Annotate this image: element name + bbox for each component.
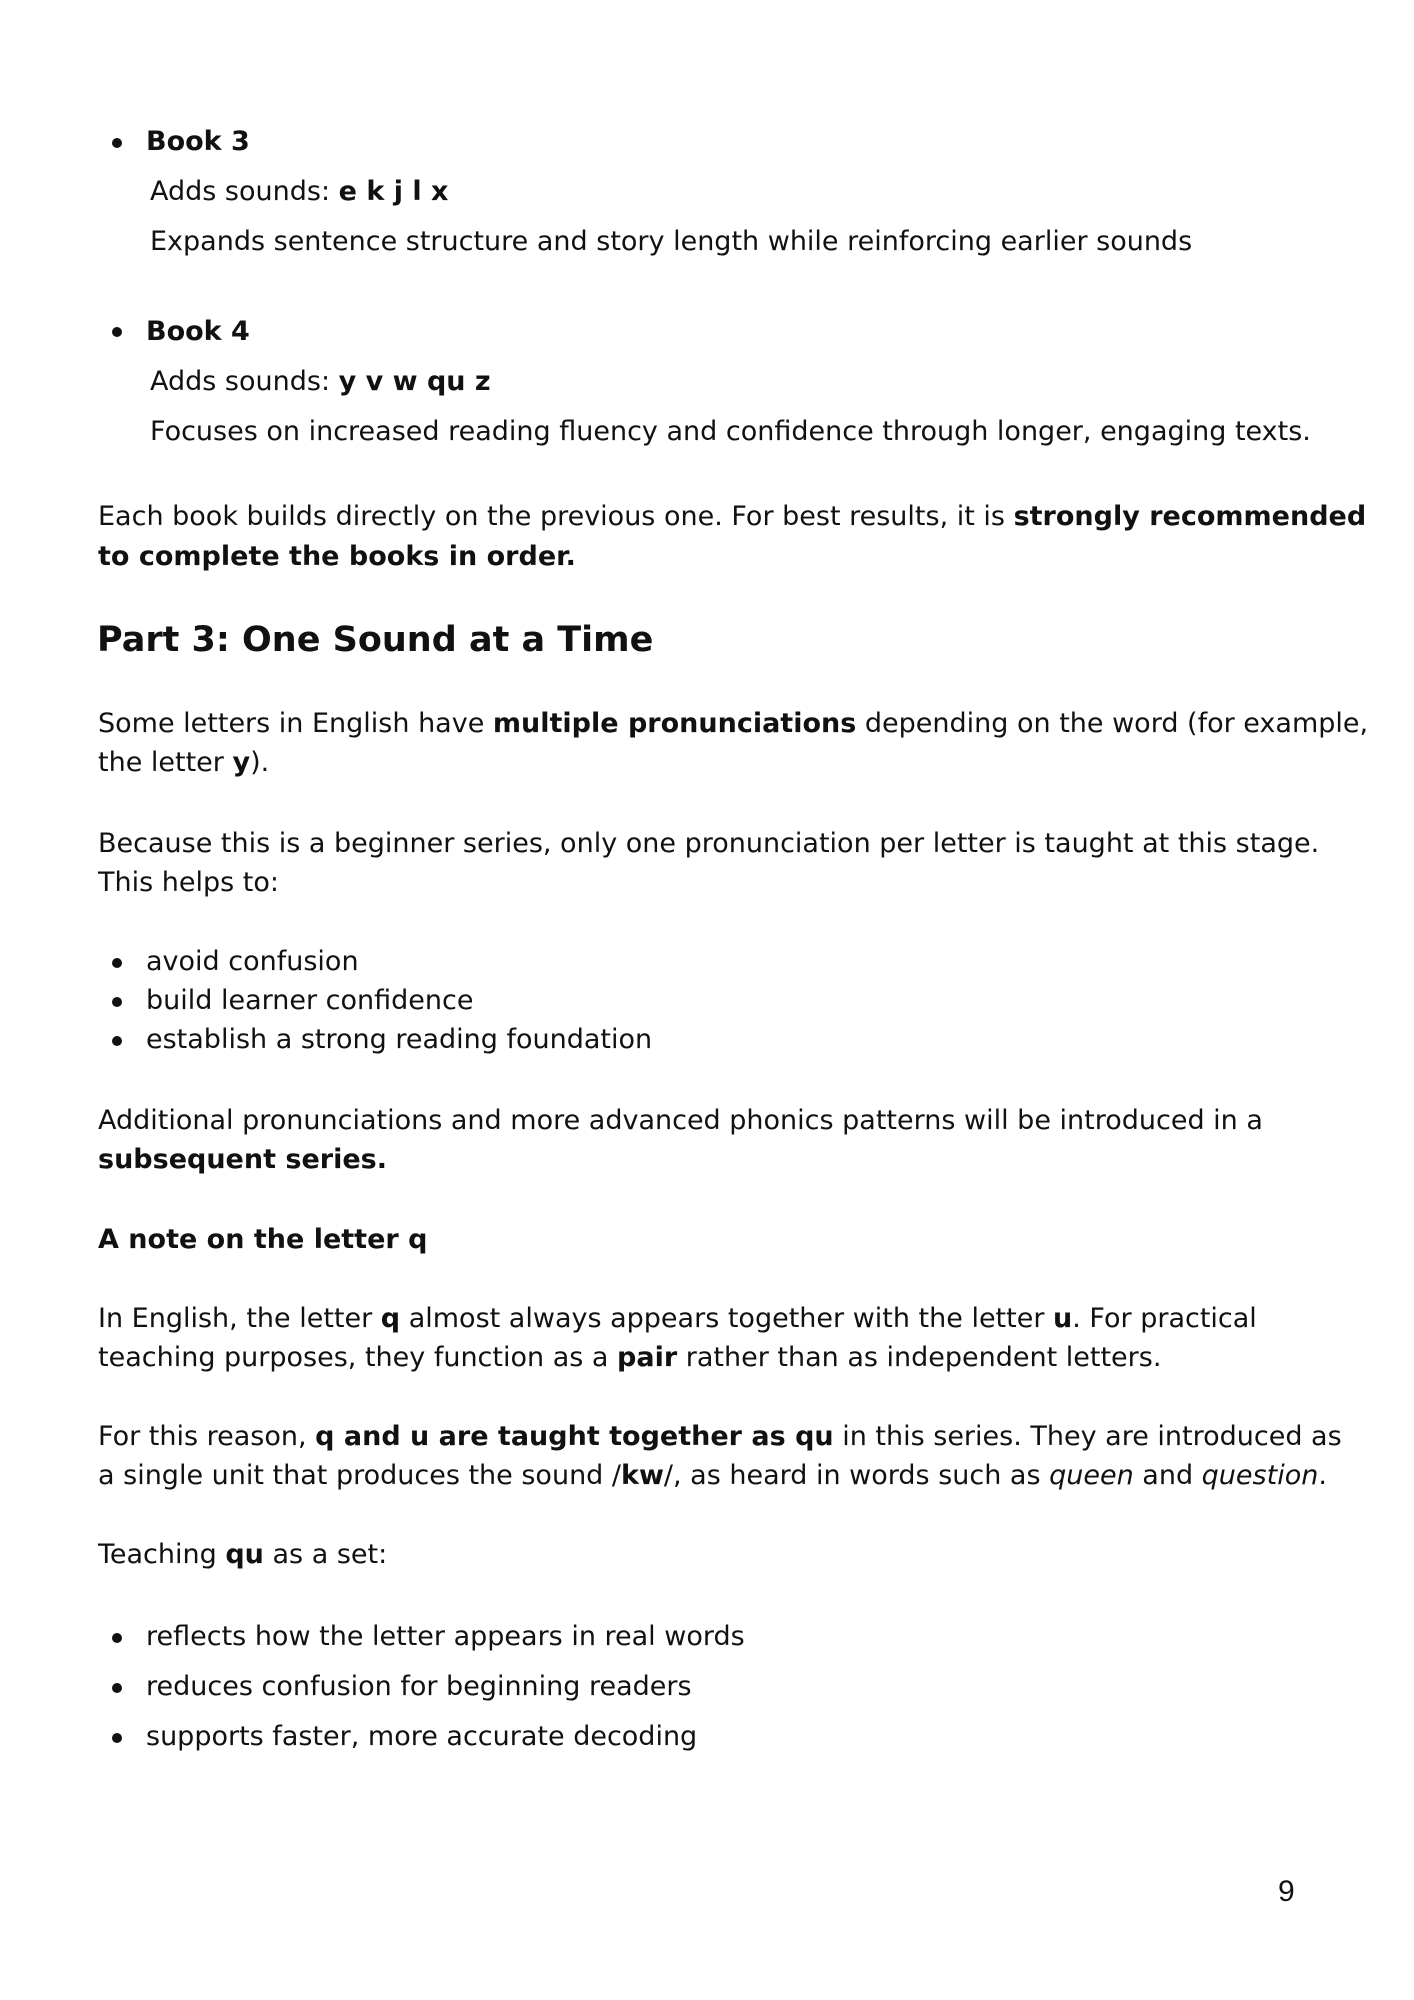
list-item: establish a strong reading foundation [146,1024,653,1055]
book4-sounds-label: Adds sounds: [150,366,339,397]
order-note-emphasis: strongly recommended [1013,501,1367,532]
q-para3 [98,1541,387,1568]
bullet-icon [112,327,122,337]
book4-sounds: y v w qu z [338,366,491,397]
book3-sounds: e k j l x [338,176,449,207]
italic-span: queen [1049,1460,1134,1491]
list-item: build learner confidence [146,985,474,1016]
text-span: and [1133,1460,1202,1491]
subheading: A note on the letter q [98,1224,428,1255]
book3-title: Book 3 [146,126,250,157]
text-span: . For practical [1072,1303,1257,1334]
book3-sounds-label: Adds sounds: [150,176,339,207]
book4-sounds-line [150,368,491,395]
beginner-para-line2: This helps to: [98,867,279,898]
advanced-para-line1: Additional pronunciations and more advanced phonics patterns will be introduced in a [98,1105,1263,1136]
text-span: almost always appears together with the letter [400,1303,1054,1334]
list-item: reflects how the letter appears in real words [146,1621,745,1652]
book4-description: Focuses on increased reading fluency and confidence through longer, engaging texts. [150,416,1311,447]
emphasis-span: q and u are taught together as qu [315,1421,834,1452]
bullet-icon [112,997,122,1007]
text-span: /, as heard in words such as [663,1460,1050,1491]
q-para1-line2 [98,1344,1161,1371]
q-para2-line1 [98,1423,1342,1450]
text-span: as a set: [263,1539,388,1570]
book3-description: Expands sentence structure and story length while reinforcing earlier sounds [150,226,1193,257]
order-note-text: Each book builds directly on the previous one. For best results, it is [98,501,1014,532]
order-note-line2: to complete the books in order. [98,541,576,572]
bullet-icon [112,1733,122,1743]
text-span: Teaching [98,1539,226,1570]
text-span: in this series. They are introduced as [833,1421,1342,1452]
beginner-para-line1: Because this is a beginner series, only one pronunciation per letter is taught at this stage. [98,828,1320,859]
emphasis-span: kw [621,1460,664,1491]
list-item: avoid confusion [146,946,359,977]
order-note-line1 [98,503,1366,530]
advanced-para-line2: subsequent series. [98,1144,387,1175]
text-span: ). [250,747,270,778]
text-span: depending on the word (for example, [856,708,1369,739]
section-heading: Part 3: One Sound at a Time [97,620,654,660]
text-span: . [1318,1460,1327,1491]
emphasis-span: u [1053,1303,1073,1334]
book3-sounds-line [150,178,448,205]
pronunciation-para-line2 [98,749,269,776]
list-item: supports faster, more accurate decoding [146,1721,698,1752]
text-span: the letter [98,747,233,778]
bullet-icon [112,1633,122,1643]
emphasis-span: qu [225,1539,264,1570]
text-span: a single unit that produces the sound / [98,1460,621,1491]
text-span: For this reason, [98,1421,316,1452]
page-number: 9 [1278,1875,1295,1908]
bullet-icon [112,1683,122,1693]
q-para1-line1 [98,1305,1257,1332]
book4-title: Book 4 [146,316,250,347]
text-span: teaching purposes, they function as a [98,1342,618,1373]
text-span: In English, the letter [98,1303,381,1334]
italic-span: question [1201,1460,1319,1491]
q-para2-line2 [98,1462,1327,1489]
text-span: Some letters in English have [98,708,493,739]
bullet-icon [112,958,122,968]
emphasis-span: multiple pronunciations [492,708,857,739]
emphasis-span: pair [617,1342,678,1373]
pronunciation-para-line1 [98,710,1368,737]
bullet-icon [112,138,122,148]
emphasis-span: y [232,747,251,778]
list-item: reduces confusion for beginning readers [146,1671,692,1702]
bullet-icon [112,1036,122,1046]
text-span: rather than as independent letters. [677,1342,1162,1373]
emphasis-span: q [380,1303,401,1334]
